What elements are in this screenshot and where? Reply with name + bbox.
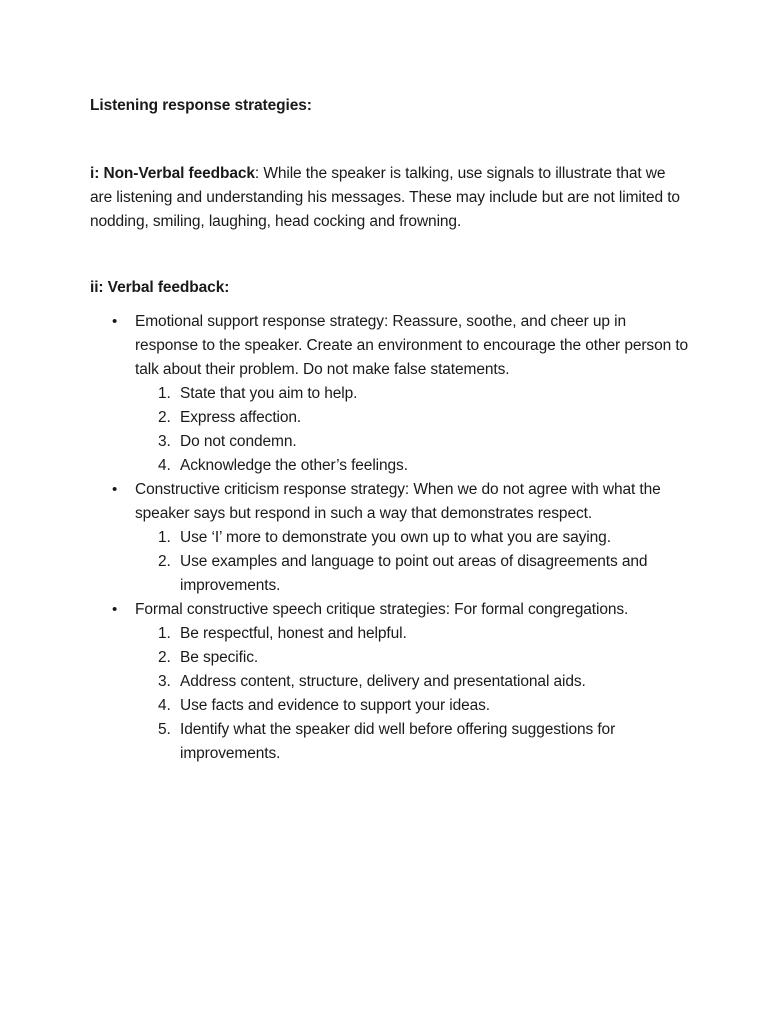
step-list: [135, 382, 690, 478]
list-item-emotional-support: [90, 310, 690, 478]
bullet-icon: •: [112, 481, 118, 498]
step-text: Be respectful, honest and helpful.: [180, 625, 407, 642]
step-number: 1.: [158, 529, 171, 546]
step-item: [135, 382, 690, 406]
step-list: [135, 526, 690, 598]
document-title: Listening response strategies:: [90, 97, 312, 114]
list-item-text: Constructive criticism response strategy: When we do not agree with what the speaker says but respond in such a way that demonstrates respect.: [135, 481, 661, 522]
document-body: [90, 94, 690, 766]
step-item: [135, 622, 690, 646]
spacer: [90, 118, 690, 162]
list-item-text: Formal constructive speech critique strategies: For formal congregations.: [135, 601, 629, 618]
step-number: 1.: [158, 625, 171, 642]
step-text: Address content, structure, delivery and presentational aids.: [180, 673, 586, 690]
step-number: 1.: [158, 385, 171, 402]
list-item-constructive-criticism: [90, 478, 690, 598]
step-item: [135, 430, 690, 454]
step-item: [135, 718, 690, 766]
list-item-text: Emotional support response strategy: Reassure, soothe, and cheer up in response to the speaker. Create an environment to encourage the other person to talk about their problem. Do not make false statements.: [135, 313, 689, 378]
step-number: 5.: [158, 721, 171, 738]
step-item: [135, 406, 690, 430]
step-number: 3.: [158, 433, 171, 450]
step-text: Do not condemn.: [180, 433, 297, 450]
step-list: [135, 622, 690, 766]
step-item: [135, 526, 690, 550]
step-number: 2.: [158, 649, 171, 666]
step-number: 3.: [158, 673, 171, 690]
step-item: [135, 646, 690, 670]
spacer: [90, 300, 690, 310]
spacer: [90, 234, 690, 276]
step-item: [135, 694, 690, 718]
step-text: Acknowledge the other’s feelings.: [180, 457, 408, 474]
step-text: Express affection.: [180, 409, 302, 426]
step-text: Identify what the speaker did well before offering suggestions for improvements.: [180, 721, 616, 762]
section-nonverbal-text: : While the speaker is talking, use signals to illustrate that we are listening and understanding his messages. These may include but are not limited to nodding, smiling, laughing, head cocking and frowning.: [90, 165, 680, 230]
step-item: [135, 670, 690, 694]
step-number: 2.: [158, 409, 171, 426]
list-item-formal-critique: [90, 598, 690, 766]
step-text: State that you aim to help.: [180, 385, 358, 402]
bullet-icon: •: [112, 313, 118, 330]
section-nonverbal: [90, 162, 690, 234]
section-verbal-label: ii: Verbal feedback:: [90, 279, 230, 296]
step-number: 2.: [158, 553, 171, 570]
section-nonverbal-label: i: Non-Verbal feedback: [90, 165, 255, 182]
step-number: 4.: [158, 697, 171, 714]
step-item: [135, 550, 690, 598]
step-text: Be specific.: [180, 649, 259, 666]
verbal-strategy-list: [90, 310, 690, 766]
step-text: Use ‘I’ more to demonstrate you own up to what you are saying.: [180, 529, 611, 546]
step-text: Use facts and evidence to support your ideas.: [180, 697, 490, 714]
step-number: 4.: [158, 457, 171, 474]
step-item: [135, 454, 690, 478]
step-text: Use examples and language to point out areas of disagreements and improvements.: [180, 553, 648, 594]
bullet-icon: •: [112, 601, 118, 618]
